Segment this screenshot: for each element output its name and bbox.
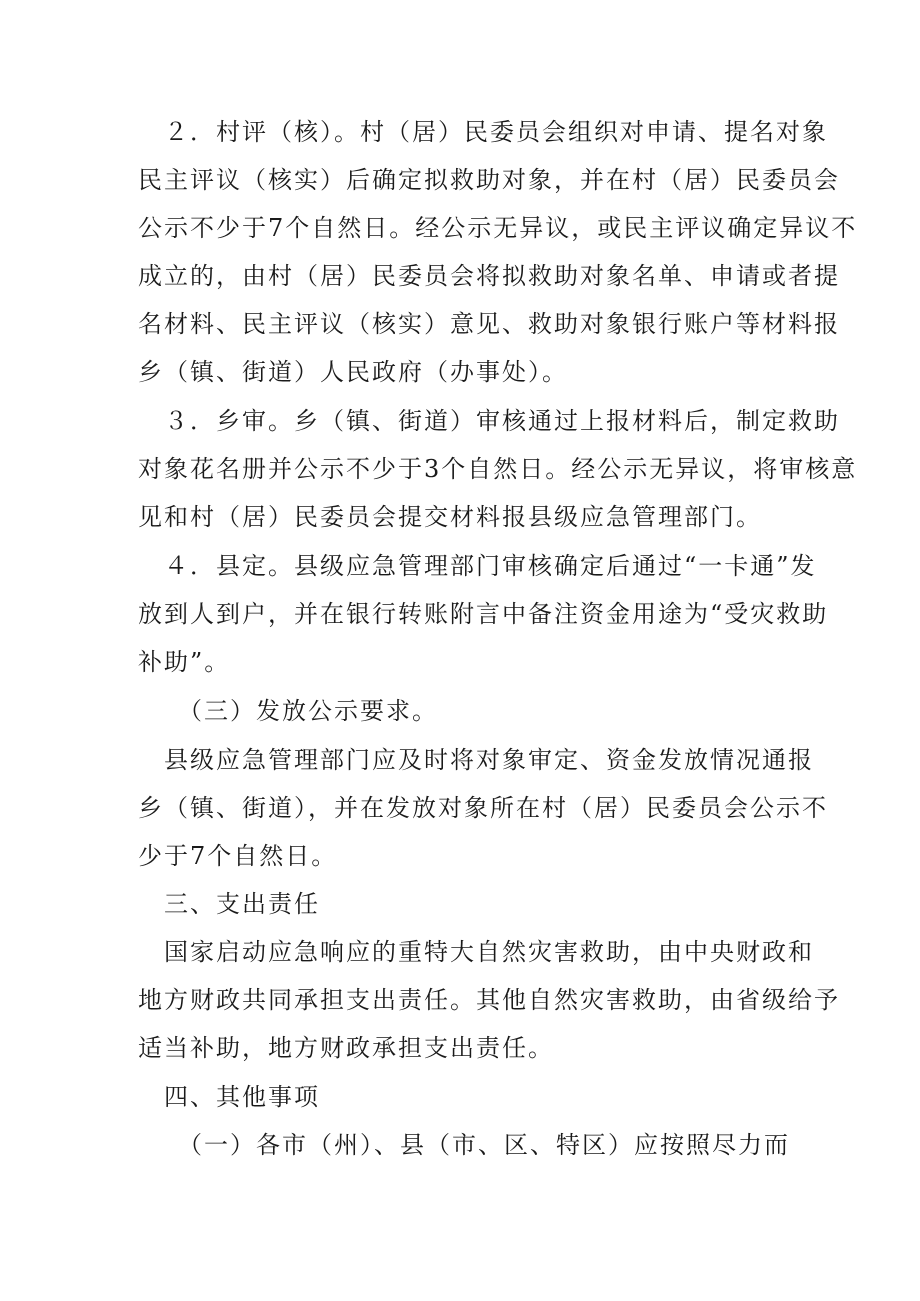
text-line: 少于7个自然日。 xyxy=(138,842,338,870)
text-line: 适当补助，地方财政承担支出责任。 xyxy=(138,1034,554,1062)
heading-expenditure-responsibility xyxy=(138,880,778,928)
paragraph-other-1 xyxy=(138,1121,790,1169)
text-line: 见和村（居）民委员会提交材料报县级应急管理部门。 xyxy=(138,503,762,531)
paragraph-county-decision xyxy=(138,542,829,686)
paragraph-expenditure xyxy=(138,928,840,1072)
text-line: 对象花名册并公示不少于3个自然日。经公示无异议，将审核意 xyxy=(138,455,858,483)
paragraph-township-review xyxy=(138,397,858,541)
text-line: 名材料、民主评议（核实）意见、救助对象银行账户等材料报 xyxy=(138,310,840,338)
text-line: 民主评议（核实）后确定拟救助对象，并在村（居）民委员会 xyxy=(138,166,840,194)
text-line: ３．乡审。乡（镇、街道）审核通过上报材料后，制定救助 xyxy=(138,407,840,435)
text-line: 公示不少于7个自然日。经公示无异议，或民主评议确定异议不 xyxy=(138,214,858,242)
text-line: 补助”。 xyxy=(138,648,231,676)
text-line: 县级应急管理部门应及时将对象审定、资金发放情况通报 xyxy=(138,746,814,774)
text-line: 乡（镇、街道），并在发放对象所在村（居）民委员会公示不 xyxy=(138,794,828,822)
text-line: 成立的，由村（居）民委员会将拟救助对象名单、申请或者提 xyxy=(138,262,840,290)
text-line: ２．村评（核）。村（居）民委员会组织对申请、提名对象 xyxy=(138,118,828,146)
text-line: 国家启动应急响应的重特大自然灾害救助，由中央财政和 xyxy=(138,938,814,966)
text-line: 三、支出责任 xyxy=(138,890,320,918)
text-line: 地方财政共同承担支出责任。其他自然灾害救助，由省级给予 xyxy=(138,986,840,1014)
text-line: （三）发放公示要求。 xyxy=(138,697,438,725)
paragraph-publicity xyxy=(138,736,828,880)
heading-publicity-requirements xyxy=(138,687,778,735)
text-line: 乡（镇、街道）人民政府（办事处）。 xyxy=(138,358,568,386)
heading-other-matters xyxy=(138,1073,778,1121)
text-line: （一）各市（州）、县（市、区、特区）应按照尽力而 xyxy=(138,1131,790,1159)
text-line: 四、其他事项 xyxy=(138,1083,320,1111)
text-line: 放到人到户，并在银行转账附言中备注资金用途为“受灾救助 xyxy=(138,600,829,628)
text-line: ４．县定。县级应急管理部门审核确定后通过“一卡通”发 xyxy=(138,552,817,580)
paragraph-village-review xyxy=(138,108,858,396)
